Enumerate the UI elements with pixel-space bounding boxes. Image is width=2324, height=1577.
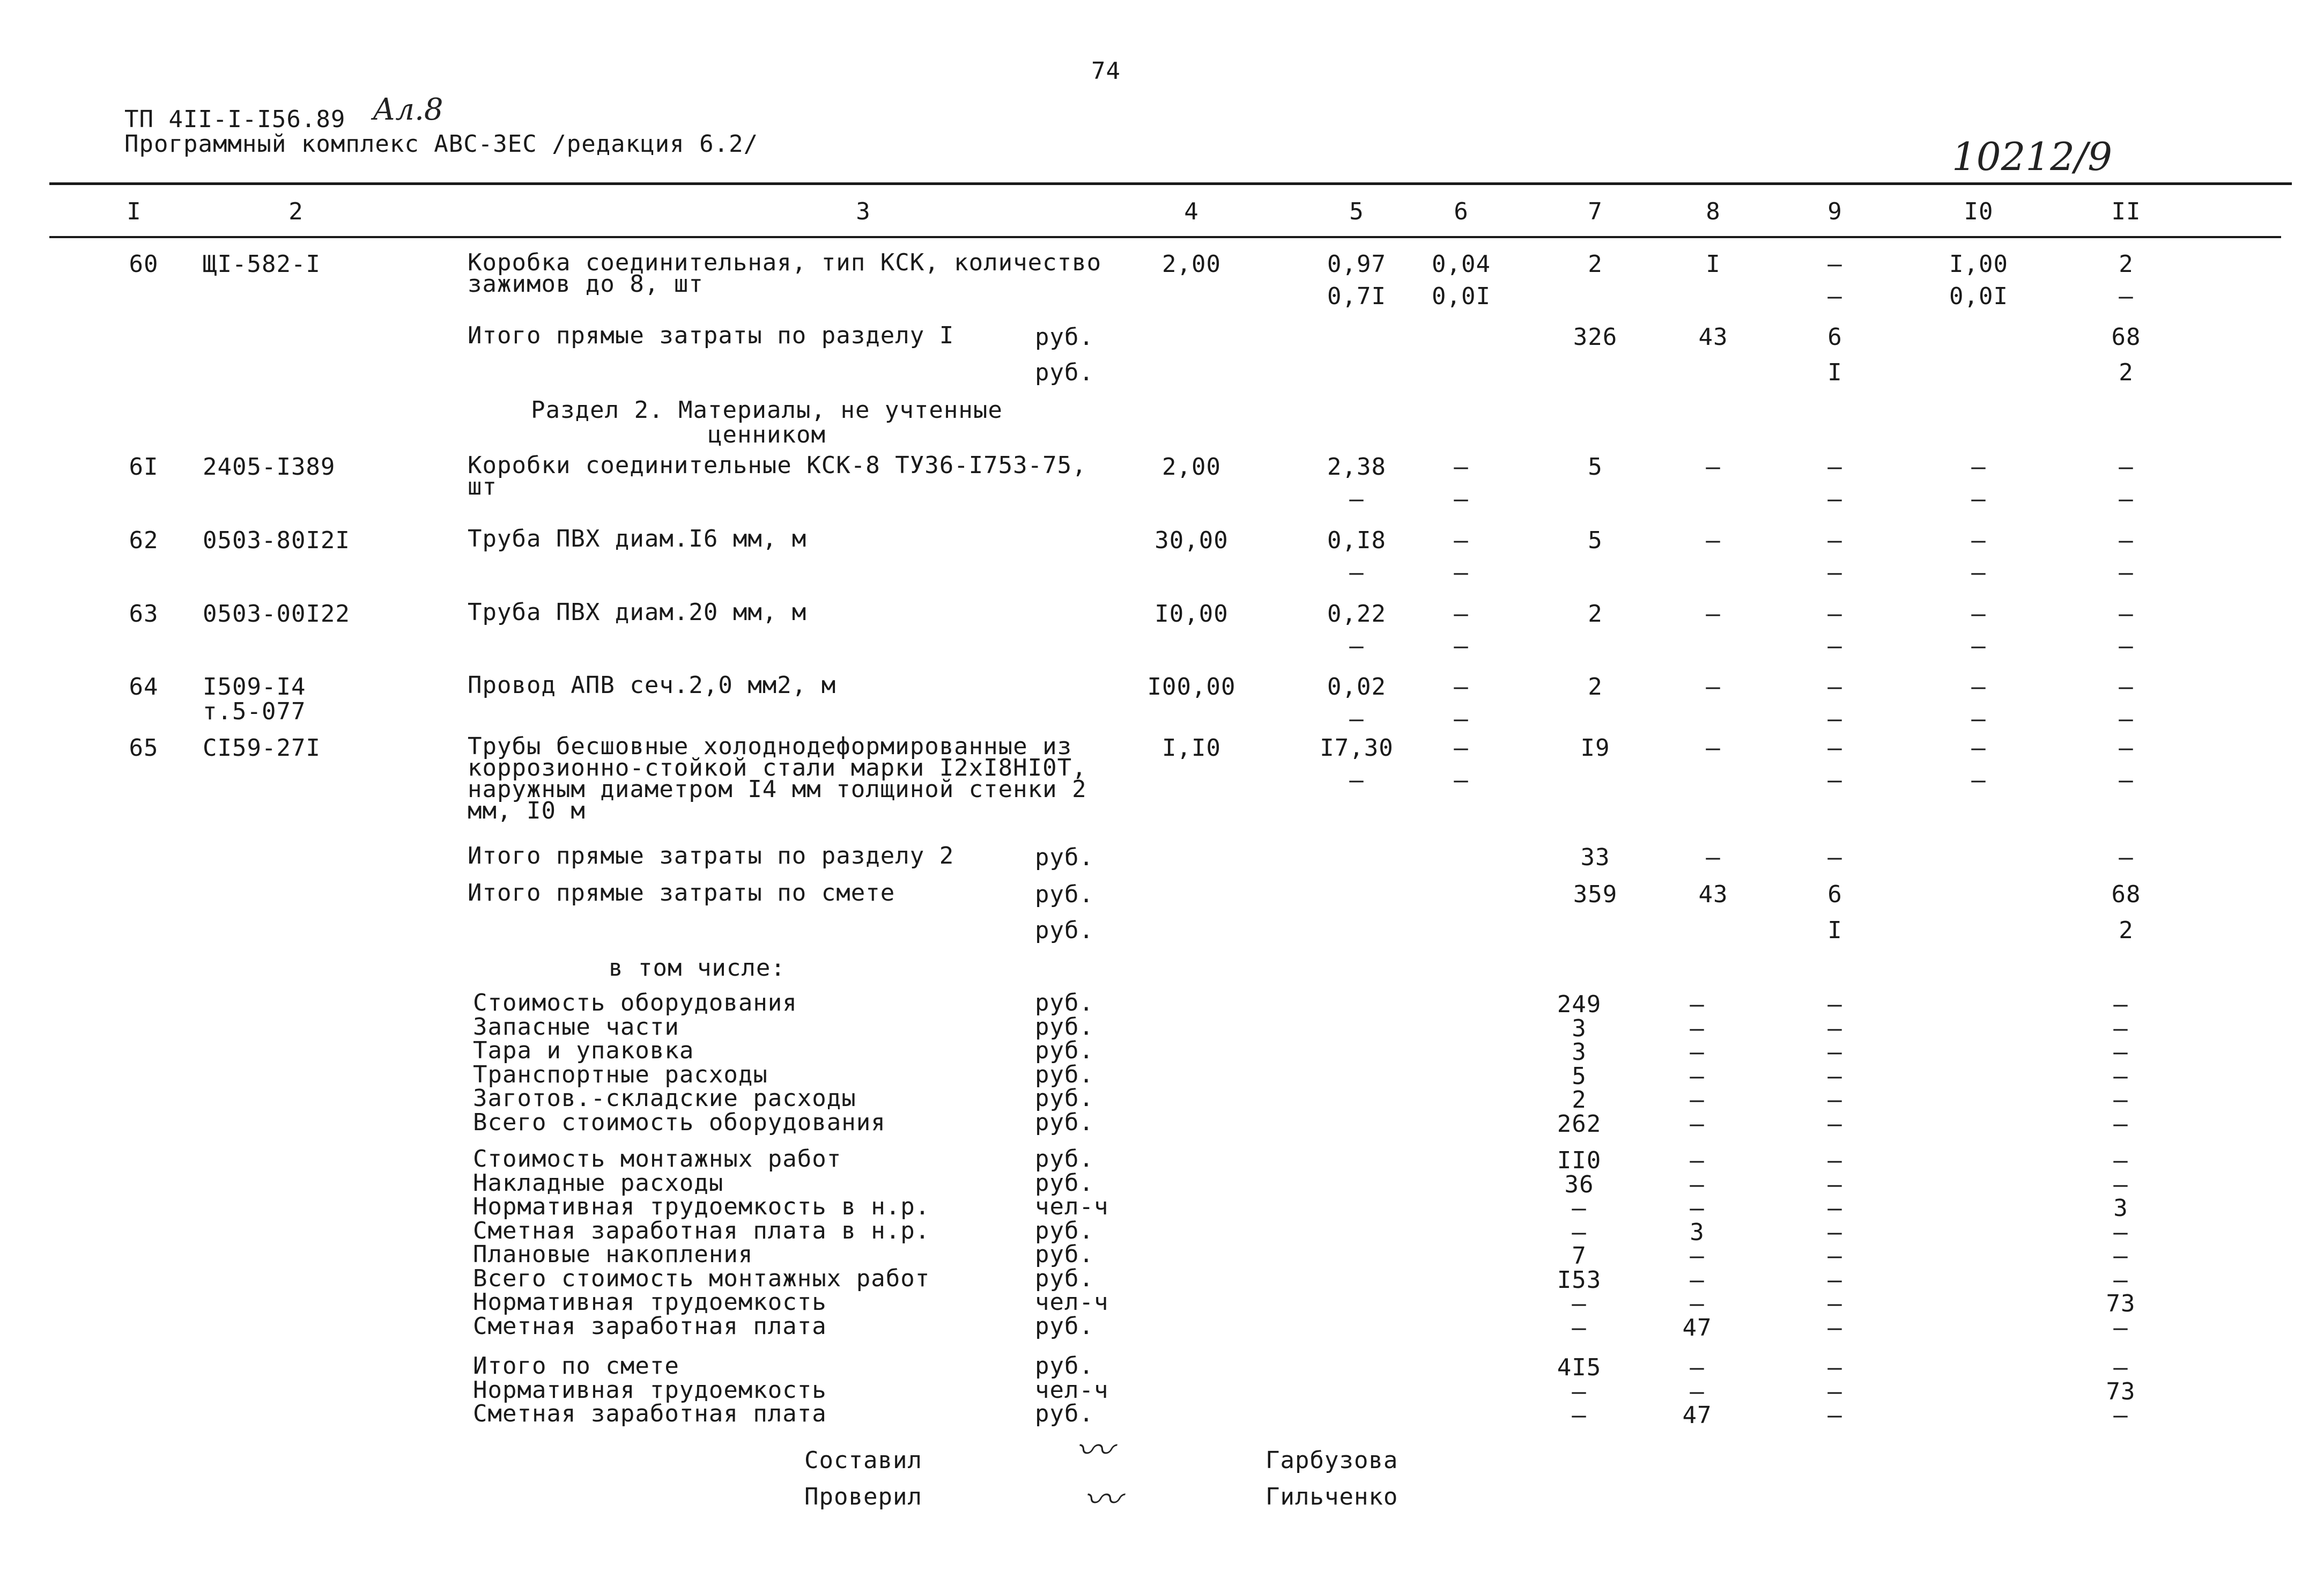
total-machines: 6: [1827, 881, 1842, 908]
total-machines-wages: –: [1827, 485, 1842, 513]
labor-per-unit: –: [1971, 527, 1986, 554]
unit-label: руб.: [1035, 359, 1094, 386]
summary-total-cost: –: [1572, 1377, 1587, 1405]
summary-machines: –: [1827, 1062, 1842, 1090]
column-header-1: I: [127, 198, 142, 225]
total-machines-wages: –: [1827, 705, 1842, 733]
summary-labor: –: [2113, 1242, 2128, 1270]
summary-machines: –: [1827, 1014, 1842, 1042]
item-description: Итого прямые затраты по разделу 2: [468, 842, 954, 869]
total-cost: 2: [1588, 673, 1603, 701]
summary-machines: –: [1827, 1218, 1842, 1246]
summary-total-cost: –: [1572, 1195, 1587, 1222]
summary-wages: –: [1690, 1377, 1705, 1405]
summary-label: Плановые накопления: [473, 1241, 753, 1268]
unit-cost-machines-wages: –: [1454, 632, 1469, 660]
summary-unit: чел-ч: [1035, 1376, 1109, 1404]
item-description: Итого прямые затраты по разделу I: [468, 322, 954, 349]
summary-unit: руб.: [1035, 1264, 1094, 1292]
composed-label: Составил: [804, 1447, 922, 1474]
summary-labor: 73: [2106, 1377, 2136, 1405]
summary-wages: –: [1690, 1110, 1705, 1138]
labor-total: –: [2119, 527, 2134, 554]
checked-name: Гильченко: [1265, 1483, 1398, 1510]
summary-unit: руб.: [1035, 1145, 1094, 1173]
labor-total: 2: [2119, 250, 2134, 278]
summary-labor: –: [2113, 1062, 2128, 1090]
summary-label: Сметная заработная плата: [473, 1312, 827, 1340]
column-header-7: 7: [1588, 198, 1603, 225]
unit-cost: 0,97: [1327, 250, 1386, 278]
column-header-6: 6: [1454, 198, 1469, 225]
total-machines: –: [1827, 600, 1842, 628]
labor-total: –: [2119, 844, 2134, 871]
summary-unit: руб.: [1035, 1217, 1094, 1244]
labor-total-machinists: –: [2119, 632, 2134, 660]
unit-cost-machines-wages: –: [1454, 559, 1469, 586]
summary-label: Заготов.-складские расходы: [473, 1085, 856, 1112]
labor-total-machinists: –: [2119, 705, 2134, 733]
unit-cost-machines: –: [1454, 673, 1469, 701]
summary-total-cost: II0: [1557, 1147, 1602, 1174]
summary-machines: –: [1827, 991, 1842, 1018]
summary-labor: 3: [2113, 1195, 2128, 1222]
summary-machines: –: [1827, 1402, 1842, 1429]
summary-unit: руб.: [1035, 1241, 1094, 1268]
summary-wages: –: [1690, 991, 1705, 1018]
total-cost: 2: [1588, 250, 1603, 278]
labor-total-machinists: –: [2119, 485, 2134, 513]
summary-labor: –: [2113, 1147, 2128, 1174]
summary-labor: –: [2113, 1014, 2128, 1042]
summary-total-cost: 4I5: [1557, 1354, 1602, 1381]
labor-per-unit-machinists: –: [1971, 767, 1986, 794]
section-2-title: Раздел 2. Материалы, не учтенные ценником: [531, 396, 1003, 448]
labor-per-unit: –: [1971, 453, 1986, 481]
subtotal-heading: в том числе:: [609, 954, 786, 982]
row-number: 64: [129, 673, 159, 701]
summary-wages: 3: [1690, 1218, 1705, 1246]
top-rule: [49, 182, 2292, 185]
labor-total: –: [2119, 453, 2134, 481]
summary-unit: руб.: [1035, 1013, 1094, 1041]
total-machines: –: [1827, 250, 1842, 278]
summary-label: Нормативная трудоемкость: [473, 1288, 827, 1316]
summary-total-cost: 36: [1564, 1170, 1594, 1198]
resource-code: CI59-27I: [203, 734, 321, 762]
quantity: I0,00: [1154, 600, 1228, 628]
labor-total-machinists: –: [2119, 767, 2134, 794]
unit-cost-wages: –: [1349, 705, 1364, 733]
summary-label: Транспортные расходы: [473, 1060, 768, 1088]
summary-unit: чел-ч: [1035, 1193, 1109, 1220]
item-description: Труба ПВХ диам.I6 мм, м: [468, 525, 807, 552]
document-code: ТП 4II-I-I56.89: [124, 106, 346, 133]
quantity: I,I0: [1162, 734, 1221, 762]
summary-unit: руб.: [1035, 1037, 1094, 1064]
summary-labor: –: [2113, 1110, 2128, 1138]
summary-total-cost: I53: [1557, 1266, 1602, 1294]
summary-total-cost: –: [1572, 1290, 1587, 1317]
summary-machines: –: [1827, 1290, 1842, 1317]
labor-total: 2: [2119, 917, 2134, 944]
labor-per-unit-machinists: –: [1971, 485, 1986, 513]
total-machines: –: [1827, 527, 1842, 554]
summary-unit: руб.: [1035, 1060, 1094, 1088]
total-wages: –: [1706, 527, 1721, 554]
unit-cost-machines: –: [1454, 600, 1469, 628]
composed-signature: 〰: [1075, 1428, 1113, 1472]
total-wages: –: [1706, 453, 1721, 481]
labor-total: –: [2119, 673, 2134, 701]
row-number: 65: [129, 734, 159, 762]
summary-total-cost: –: [1572, 1402, 1587, 1429]
summary-label: Всего стоимость монтажных работ: [473, 1264, 930, 1292]
resource-code: ЩI-582-I: [203, 250, 321, 278]
total-machines-wages: –: [1827, 767, 1842, 794]
column-header-rule: [49, 236, 2281, 238]
labor-total: –: [2119, 734, 2134, 762]
summary-unit: руб.: [1035, 1169, 1094, 1197]
item-description: Трубы бесшовные холоднодеформированные из коррозионно-стойкой стали марки I2хI8HI0T, наружным диаметром I4 мм толщиной стенки 2 мм, I0 м: [468, 733, 1087, 824]
summary-unit: руб.: [1035, 1312, 1094, 1340]
summary-machines: –: [1827, 1110, 1842, 1138]
summary-unit: руб.: [1035, 989, 1094, 1016]
row-number: 63: [129, 600, 159, 628]
total-cost: I9: [1580, 734, 1610, 762]
unit-cost-machines-wages: –: [1454, 767, 1469, 794]
summary-wages: –: [1690, 1038, 1705, 1066]
summary-wages: 47: [1682, 1314, 1712, 1342]
handwritten-album-note: Ал.8: [373, 92, 443, 127]
unit-cost-wages: –: [1349, 559, 1364, 586]
summary-labor: 73: [2106, 1290, 2136, 1317]
summary-wages: –: [1690, 1062, 1705, 1090]
unit-cost-wages: –: [1349, 632, 1364, 660]
summary-wages: 47: [1682, 1402, 1712, 1429]
summary-labor: –: [2113, 1086, 2128, 1114]
labor-total: 68: [2111, 323, 2141, 351]
unit-cost-wages: –: [1349, 485, 1364, 513]
summary-wages: –: [1690, 1242, 1705, 1270]
summary-total-cost: 3: [1572, 1014, 1587, 1042]
summary-machines: –: [1827, 1314, 1842, 1342]
summary-machines: –: [1827, 1147, 1842, 1174]
checked-signature: 〰: [1083, 1478, 1121, 1522]
total-cost: 2: [1588, 600, 1603, 628]
summary-machines: –: [1827, 1354, 1842, 1381]
unit-label: руб.: [1035, 323, 1094, 351]
summary-wages: –: [1690, 1014, 1705, 1042]
unit-label: руб.: [1035, 917, 1094, 944]
summary-wages: –: [1690, 1354, 1705, 1381]
unit-cost: 0,02: [1327, 673, 1386, 701]
total-machines-wages: –: [1827, 632, 1842, 660]
summary-unit: руб.: [1035, 1085, 1094, 1112]
unit-cost: 0,I8: [1327, 527, 1386, 554]
column-header-3: 3: [856, 198, 871, 225]
total-machines: –: [1827, 844, 1842, 871]
unit-label: руб.: [1035, 881, 1094, 908]
summary-unit: руб.: [1035, 1352, 1094, 1380]
summary-label: Нормативная трудоемкость: [473, 1376, 827, 1404]
summary-label: Накладные расходы: [473, 1169, 724, 1197]
total-wages: 43: [1698, 323, 1728, 351]
unit-cost-machines: –: [1454, 453, 1469, 481]
summary-wages: –: [1690, 1147, 1705, 1174]
summary-unit: руб.: [1035, 1108, 1094, 1136]
unit-cost-machines-wages: –: [1454, 485, 1469, 513]
summary-label: Тара и упаковка: [473, 1037, 694, 1064]
item-description: Коробки соединительные КСК-8 ТУ36-I753-75, шт: [468, 452, 1087, 500]
column-header-11: II: [2111, 198, 2141, 225]
labor-total-machinists: –: [2119, 559, 2134, 586]
summary-machines: –: [1827, 1086, 1842, 1114]
column-header-5: 5: [1349, 198, 1364, 225]
quantity: 2,00: [1162, 250, 1221, 278]
summary-total-cost: 2: [1572, 1086, 1587, 1114]
total-wages: –: [1706, 734, 1721, 762]
summary-label: Нормативная трудоемкость в н.р.: [473, 1193, 930, 1220]
total-wages: –: [1706, 844, 1721, 871]
page-number: 74: [1091, 57, 1121, 85]
summary-labor: –: [2113, 1314, 2128, 1342]
summary-label: Стоимость оборудования: [473, 989, 797, 1016]
summary-total-cost: –: [1572, 1314, 1587, 1342]
summary-wages: –: [1690, 1195, 1705, 1222]
item-description: Провод АПВ сеч.2,0 мм2, м: [468, 672, 837, 699]
item-description: Коробка соединительная, тип КСК, количество зажимов до 8, шт: [468, 249, 1102, 298]
summary-machines: –: [1827, 1038, 1842, 1066]
column-header-4: 4: [1184, 198, 1199, 225]
labor-per-unit-machinists: –: [1971, 705, 1986, 733]
labor-per-unit: –: [1971, 600, 1986, 628]
total-wages: I: [1706, 250, 1721, 278]
total-machines: –: [1827, 673, 1842, 701]
summary-wages: –: [1690, 1290, 1705, 1317]
total-machines: 6: [1827, 323, 1842, 351]
labor-per-unit-machinists: –: [1971, 559, 1986, 586]
composed-name: Гарбузова: [1265, 1447, 1398, 1474]
unit-cost-wages: –: [1349, 767, 1364, 794]
unit-cost: I7,30: [1320, 734, 1394, 762]
labor-per-unit-machinists: 0,0I: [1949, 283, 2008, 310]
total-machines: –: [1827, 453, 1842, 481]
summary-label: Запасные части: [473, 1013, 679, 1041]
summary-wages: –: [1690, 1266, 1705, 1294]
summary-label: Сметная заработная плата: [473, 1400, 827, 1427]
summary-label: Стоимость монтажных работ: [473, 1145, 842, 1173]
summary-label: Сметная заработная плата в н.р.: [473, 1217, 930, 1244]
total-machines-wages: –: [1827, 283, 1842, 310]
total-wages: –: [1706, 673, 1721, 701]
summary-label: Всего стоимость оборудования: [473, 1108, 886, 1136]
unit-cost-machines-wages: –: [1454, 705, 1469, 733]
column-header-8: 8: [1706, 198, 1721, 225]
column-header-10: I0: [1964, 198, 1994, 225]
total-machines: I: [1827, 359, 1842, 386]
unit-cost-wages: 0,7I: [1327, 283, 1386, 310]
total-cost: 5: [1588, 527, 1603, 554]
total-cost: 326: [1573, 323, 1618, 351]
summary-unit: руб.: [1035, 1400, 1094, 1427]
summary-total-cost: 249: [1557, 991, 1602, 1018]
summary-wages: –: [1690, 1170, 1705, 1198]
summary-machines: –: [1827, 1242, 1842, 1270]
handwritten-reference: 10212/9: [1952, 134, 2113, 179]
total-wages: 43: [1698, 881, 1728, 908]
summary-labor: –: [2113, 1170, 2128, 1198]
total-machines-wages: –: [1827, 559, 1842, 586]
labor-total-machinists: –: [2119, 283, 2134, 310]
summary-total-cost: –: [1572, 1218, 1587, 1246]
unit-cost-machines-wages: 0,0I: [1432, 283, 1491, 310]
quantity: I00,00: [1147, 673, 1236, 701]
labor-per-unit: –: [1971, 734, 1986, 762]
labor-total: 68: [2111, 881, 2141, 908]
summary-total-cost: 3: [1572, 1038, 1587, 1066]
quantity: 2,00: [1162, 453, 1221, 481]
item-description: Итого прямые затраты по смете: [468, 879, 895, 907]
summary-machines: –: [1827, 1266, 1842, 1294]
labor-per-unit: –: [1971, 673, 1986, 701]
resource-code: 0503-80I2I: [203, 527, 350, 554]
column-header-9: 9: [1827, 198, 1842, 225]
total-wages: –: [1706, 600, 1721, 628]
unit-cost: 0,22: [1327, 600, 1386, 628]
unit-cost-machines: 0,04: [1432, 250, 1491, 278]
total-cost: 33: [1580, 844, 1610, 871]
item-description: Труба ПВХ диам.20 мм, м: [468, 599, 807, 626]
total-machines: –: [1827, 734, 1842, 762]
labor-total: –: [2119, 600, 2134, 628]
row-number: 62: [129, 527, 159, 554]
total-machines: I: [1827, 917, 1842, 944]
summary-labor: –: [2113, 1354, 2128, 1381]
summary-labor: –: [2113, 1218, 2128, 1246]
labor-per-unit: I,00: [1949, 250, 2008, 278]
resource-code: 0503-00I22: [203, 600, 350, 628]
summary-machines: –: [1827, 1170, 1842, 1198]
summary-total-cost: 262: [1557, 1110, 1602, 1138]
resource-code: I509-I4 т.5-077: [203, 673, 306, 725]
summary-wages: –: [1690, 1086, 1705, 1114]
summary-label: Итого по смете: [473, 1352, 679, 1380]
checked-label: Проверил: [804, 1483, 922, 1510]
summary-labor: –: [2113, 991, 2128, 1018]
summary-machines: –: [1827, 1377, 1842, 1405]
total-cost: 359: [1573, 881, 1618, 908]
unit-label: руб.: [1035, 844, 1094, 871]
row-number: 60: [129, 250, 159, 278]
resource-code: 2405-I389: [203, 453, 336, 481]
labor-total: 2: [2119, 359, 2134, 386]
unit-cost-machines: –: [1454, 527, 1469, 554]
summary-total-cost: 7: [1572, 1242, 1587, 1270]
summary-unit: чел-ч: [1035, 1288, 1109, 1316]
summary-labor: –: [2113, 1402, 2128, 1429]
column-header-2: 2: [288, 198, 304, 225]
summary-machines: –: [1827, 1195, 1842, 1222]
summary-labor: –: [2113, 1266, 2128, 1294]
unit-cost-machines: –: [1454, 734, 1469, 762]
row-number: 6I: [129, 453, 159, 481]
summary-total-cost: 5: [1572, 1062, 1587, 1090]
unit-cost: 2,38: [1327, 453, 1386, 481]
quantity: 30,00: [1154, 527, 1228, 554]
labor-per-unit-machinists: –: [1971, 632, 1986, 660]
summary-labor: –: [2113, 1038, 2128, 1066]
program-title: Программный комплекс АВС-3ЕС /редакция 6.2/: [124, 130, 759, 158]
total-cost: 5: [1588, 453, 1603, 481]
